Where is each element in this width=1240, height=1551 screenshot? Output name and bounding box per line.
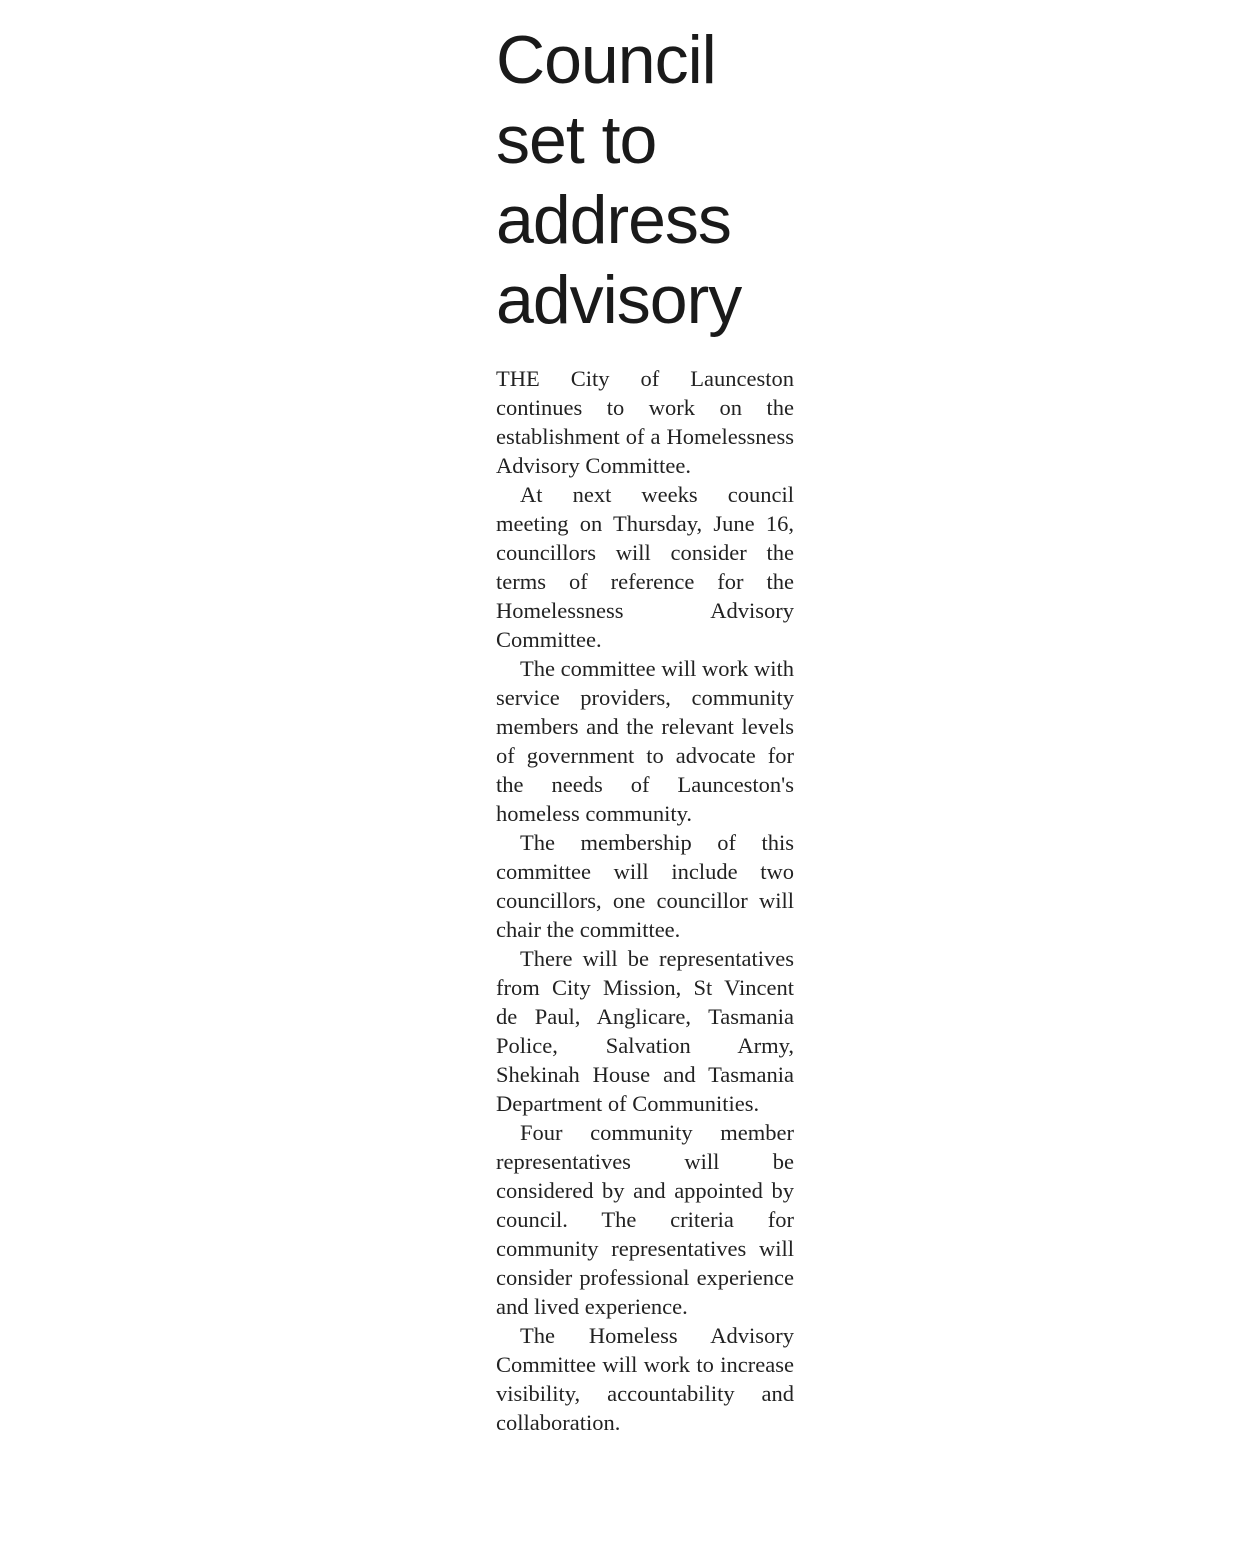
article-paragraph: There will be representatives from City Mission, St Vincent de Paul, Anglicare, Tasmania Police, Salvation Army, Shekinah House and Tasmania Department of Communities. (496, 946, 794, 1116)
news-article (496, 20, 794, 1437)
article-headline (496, 20, 794, 340)
headline-line: set to (496, 102, 657, 178)
headline-line: Council (496, 22, 716, 98)
headline-line: address (496, 182, 731, 258)
article-paragraph: The membership of this committee will include two councillors, one councillor will chair the committee. (496, 830, 794, 942)
article-paragraph: At next weeks council meeting on Thursday, June 16, councillors will consider the terms of reference for the Homelessness Advisory Committee. (496, 482, 794, 652)
headline-line: advisory (496, 262, 742, 338)
article-paragraph: THE City of Launceston continues to work on the establishment of a Homelessness Advisory Committee. (496, 366, 794, 478)
article-paragraph: The committee will work with service providers, community members and the relevant levels of government to advocate for the needs of Launceston's homeless community. (496, 656, 794, 826)
article-paragraph: Four community member representatives will be considered by and appointed by council. The criteria for community representatives will consider professional experience and lived experience. (496, 1120, 794, 1319)
article-paragraph: The Homeless Advisory Committee will work to increase visibility, accountability and collaboration. (496, 1323, 794, 1435)
article-body (496, 364, 794, 1437)
